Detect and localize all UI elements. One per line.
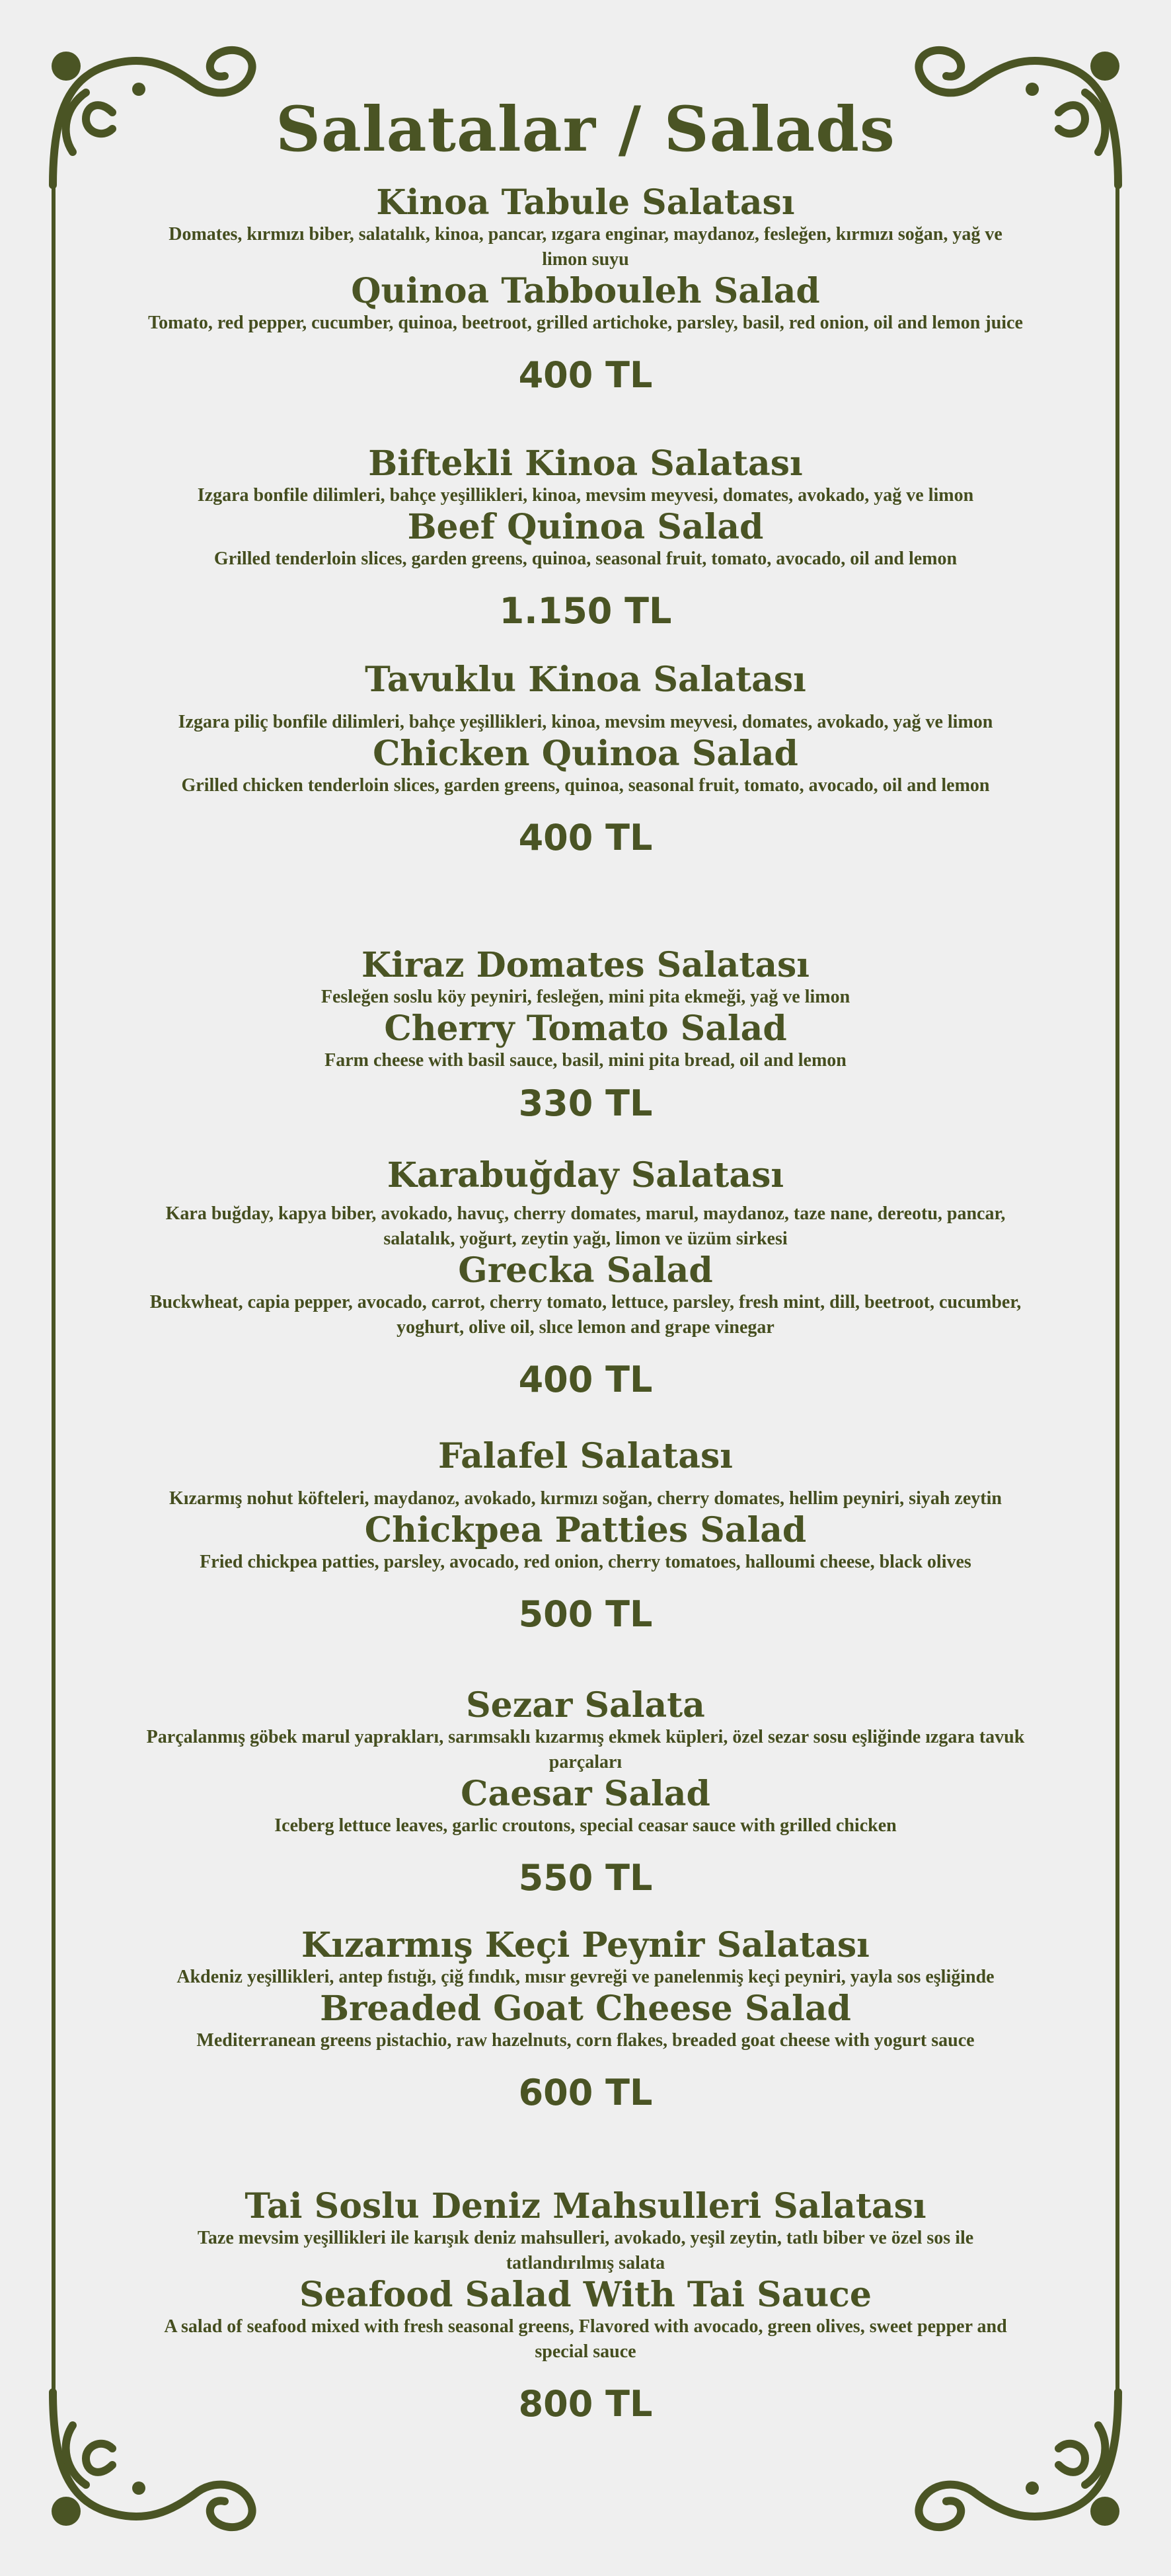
menu-item <box>132 445 1039 630</box>
item-name-en: Seafood Salad With Tai Sauce <box>299 2274 872 2315</box>
item-name-tr: Biftekli Kinoa Salatası <box>368 443 803 484</box>
item-desc-en: Grilled tenderloin slices, garden greens, quinoa, seasonal fruit, tomato, avocado, oil and lemon <box>213 549 958 570</box>
item-name-en: Breaded Goat Cheese Salad <box>320 1989 851 2029</box>
item-desc-tr: Kara buğday, kapya biber, avokado, havuç, cherry domates, marul, maydanoz, taze nane, dereotu, pancar, salatalık, yoğurt, zeytin yağı, limon ve üzüm sirkesi <box>165 1203 1006 1250</box>
item-desc-tr: Domates, kırmızı biber, salatalık, kinoa, pancar, ızgara enginar, maydanoz, fesleğen, kırmızı soğan, yağ ve limon suyu <box>169 224 1002 270</box>
menu-item <box>132 661 1039 857</box>
item-name-tr: Kızarmış Keçi Peynir Salatası <box>301 1925 870 1965</box>
menu-item <box>132 2187 1039 2423</box>
menu-item <box>132 946 1039 1123</box>
item-desc-tr: Taze mevsim yeşillikleri ile karışık deniz mahsulleri, avokado, yeşil zeytin, tatlı biber ve özel sos ile tatlandırılmış salata <box>197 2228 974 2274</box>
item-name-tr: Kiraz Domates Salatası <box>361 945 810 985</box>
item-name-tr: Kinoa Tabule Salatası <box>376 182 795 223</box>
item-desc-en: Buckwheat, capia pepper, avocado, carrot, cherry tomato, lettuce, parsley, fresh mint, dill, beetroot, cucumber, yoghurt, olive oil, slıce lemon and grape vinegar <box>149 1292 1022 1338</box>
item-desc-en: Farm cheese with basil sauce, basil, mini pita bread, oil and lemon <box>324 1050 847 1071</box>
item-name-en: Grecka Salad <box>458 1250 713 1291</box>
menu-item <box>132 1686 1039 1897</box>
item-desc-en: Fried chickpea patties, parsley, avocado, red onion, cherry tomatoes, halloumi cheese, black olives <box>200 1552 971 1573</box>
page-title: Salatalar / Salads <box>276 93 895 166</box>
item-desc-en: Mediterranean greens pistachio, raw hazelnuts, corn flakes, breaded goat cheese with yogurt sauce <box>196 2030 975 2051</box>
item-name-en: Chicken Quinoa Salad <box>373 734 798 775</box>
item-price: 400 TL <box>518 1358 653 1400</box>
item-name-tr: Tai Soslu Deniz Mahsulleri Salatası <box>245 2186 926 2226</box>
item-price: 1.150 TL <box>499 590 672 632</box>
item-price: 800 TL <box>518 2382 653 2425</box>
item-desc-en: Grilled chicken tenderloin slices, garden greens, quinoa, seasonal fruit, tomato, avocado, oil and lemon <box>181 775 990 796</box>
item-name-tr: Karabuğday Salatası <box>387 1155 784 1195</box>
item-desc-tr: Parçalanmış göbek marul yaprakları, sarımsaklı kızarmış ekmek küpleri, özel sezar sosu eşliğinde ızgara tavuk parçaları <box>146 1727 1025 1773</box>
item-name-en: Cherry Tomato Salad <box>384 1008 787 1049</box>
item-name-tr: Falafel Salatası <box>438 1436 733 1476</box>
menu-item <box>132 1156 1039 1399</box>
item-name-en: Chickpea Patties Salad <box>364 1510 807 1551</box>
item-desc-en: Iceberg lettuce leaves, garlic croutons, special ceasar sauce with grilled chicken <box>274 1815 897 1837</box>
menu-item <box>132 1437 1039 1634</box>
item-name-en: Quinoa Tabbouleh Salad <box>351 270 820 311</box>
item-desc-tr: Akdeniz yeşillikleri, antep fıstığı, çiğ fındık, mısır gevreği ve panelenmiş keçi peyniri, yayla sos eşliğinde <box>176 1967 995 1988</box>
frame-left-line <box>52 152 56 2412</box>
item-name-tr: Tavuklu Kinoa Salatası <box>365 660 806 700</box>
menu-item <box>132 184 1039 395</box>
item-name-en: Caesar Salad <box>461 1773 710 1814</box>
item-desc-tr: Izgara bonfile dilimleri, bahçe yeşillikleri, kinoa, mevsim meyvesi, domates, avokado, yağ ve limon <box>197 485 974 506</box>
item-price: 500 TL <box>518 1593 653 1636</box>
item-name-tr: Sezar Salata <box>466 1685 705 1725</box>
item-price: 400 TL <box>518 354 653 396</box>
menu-item <box>132 1926 1039 2112</box>
item-desc-en: A salad of seafood mixed with fresh seasonal greens, Flavored with avocado, green olives, sweet pepper and special sauce <box>164 2316 1007 2362</box>
item-desc-tr: Kızarmış nohut köfteleri, maydanoz, avokado, kırmızı soğan, cherry domates, hellim peyniri, siyah zeytin <box>169 1488 1002 1509</box>
item-price: 330 TL <box>518 1082 653 1125</box>
item-price: 400 TL <box>518 817 653 859</box>
frame-right-line <box>1115 152 1119 2412</box>
item-desc-tr: Izgara piliç bonfile dilimleri, bahçe yeşillikleri, kinoa, mevsim meyvesi, domates, avokado, yağ ve limon <box>178 712 993 733</box>
item-price: 600 TL <box>518 2072 653 2114</box>
item-desc-tr: Fesleğen soslu köy peyniri, fesleğen, mini pita ekmeği, yağ ve limon <box>321 987 850 1008</box>
item-price: 550 TL <box>518 1856 653 1899</box>
item-name-en: Beef Quinoa Salad <box>407 507 764 548</box>
item-desc-en: Tomato, red pepper, cucumber, quinoa, beetroot, grilled artichoke, parsley, basil, red onion, oil and lemon juice <box>148 313 1023 334</box>
